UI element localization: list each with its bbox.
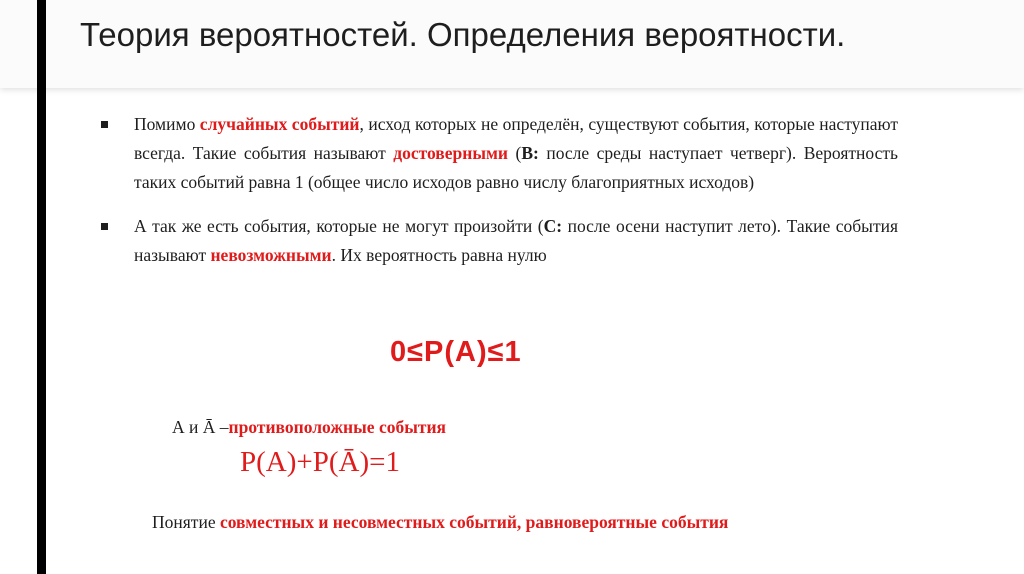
term-joint-events: совместных и несовместных событий, равновероятные события <box>219 512 729 532</box>
term-random-events: случайных событий <box>199 114 360 134</box>
bullet1-text-2: , исход которых не определён, существуют события, которые наступают всегда. Такие события называют <box>134 114 898 163</box>
bullet-square-icon <box>101 121 108 128</box>
concept-prefix: Понятие <box>152 512 220 532</box>
opposite-events-line <box>172 417 446 438</box>
probability-range-formula: 0≤P(A)≤1 <box>390 336 522 368</box>
slide-title: Теория вероятностей. Определения вероятности. <box>80 16 846 53</box>
term-certain-events: достоверными <box>393 143 508 163</box>
left-accent-bar <box>37 0 46 574</box>
bullet1-text-1: Помимо <box>134 114 200 134</box>
concept-line <box>152 512 728 533</box>
term-impossible-events: невозможными <box>210 245 332 265</box>
title-band <box>0 0 1024 88</box>
bullet2-text-3: . Их вероятность равна нулю <box>331 245 547 265</box>
term-opposite-events: противоположные события <box>228 417 447 437</box>
example-label-c: С: <box>543 216 563 236</box>
slide-content <box>98 110 898 270</box>
bullet-impossible-events <box>98 212 898 270</box>
opposite-sum-formula: P(A)+P(Ā)=1 <box>240 446 400 478</box>
bullet1-text-3: ( <box>508 143 522 163</box>
bullet-certain-events <box>98 110 898 197</box>
opposite-prefix: А и Ā – <box>172 417 229 437</box>
bullet2-text-2: после осени наступит лето). Такие события называют <box>134 216 899 265</box>
bullet2-text-1: А так же есть события, которые не могут произойти ( <box>134 216 544 236</box>
bullet1-text-4: после среды наступает четверг). Вероятность таких событий равна 1 (общее число исходов равно числу благоприятных исходов) <box>134 143 898 192</box>
bullet-square-icon <box>101 223 108 230</box>
example-label-b: B: <box>521 143 539 163</box>
